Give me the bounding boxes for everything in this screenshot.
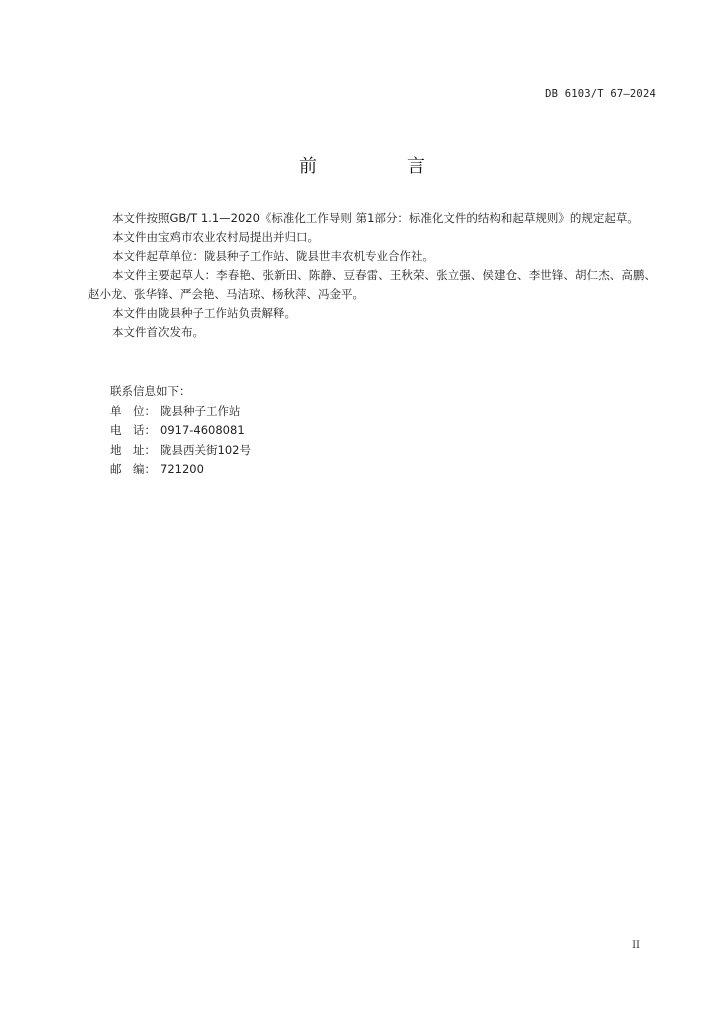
page-title: 前 言 [299,156,461,177]
document-code: DB 6103/T 67—2024 [545,88,656,100]
paragraph-first-release: 本文件首次发布。 [112,325,204,339]
paragraph-drafting-rules: 本文件按照GB/T 1.1—2020《标准化工作导则 第1部分：标准化文件的结构和起草规则》的规定起草。 [112,211,639,225]
contact-row-unit [110,402,251,422]
contact-row-address [110,441,251,461]
paragraph-proposer: 本文件由宝鸡市农业农村局提出并归口。 [112,230,319,244]
contact-row-phone [110,421,251,441]
contact-value: 陇县西关街102号 [160,442,251,457]
page-number: II [632,940,640,951]
contact-value: 0917-4608081 [160,423,245,437]
contact-label: 地 址： [110,442,156,457]
contact-label: 邮 编： [110,462,156,476]
paragraph-interpretation: 本文件由陇县种子工作站负责解释。 [112,306,296,320]
paragraph-drafting-units: 本文件起草单位：陇县种子工作站、陇县世丰农机专业合作社。 [112,249,434,263]
contact-heading: 联系信息如下： [110,384,191,398]
paragraph-drafters: 本文件主要起草人：李春艳、张新田、陈静、豆春雷、王秋荣、张立强、侯建仓、李世锋、胡仁杰、高鹏、赵小龙、张华锋、严会艳、马洁琼、杨秋萍、冯金平。 [88,268,656,301]
contact-label: 电 话： [110,423,156,437]
contact-info [110,382,251,480]
contact-value: 陇县种子工作站 [160,403,241,418]
contact-value: 721200 [160,462,204,476]
foreword-body [88,209,656,342]
contact-row-postcode [110,460,251,480]
contact-label: 单 位： [110,403,156,418]
